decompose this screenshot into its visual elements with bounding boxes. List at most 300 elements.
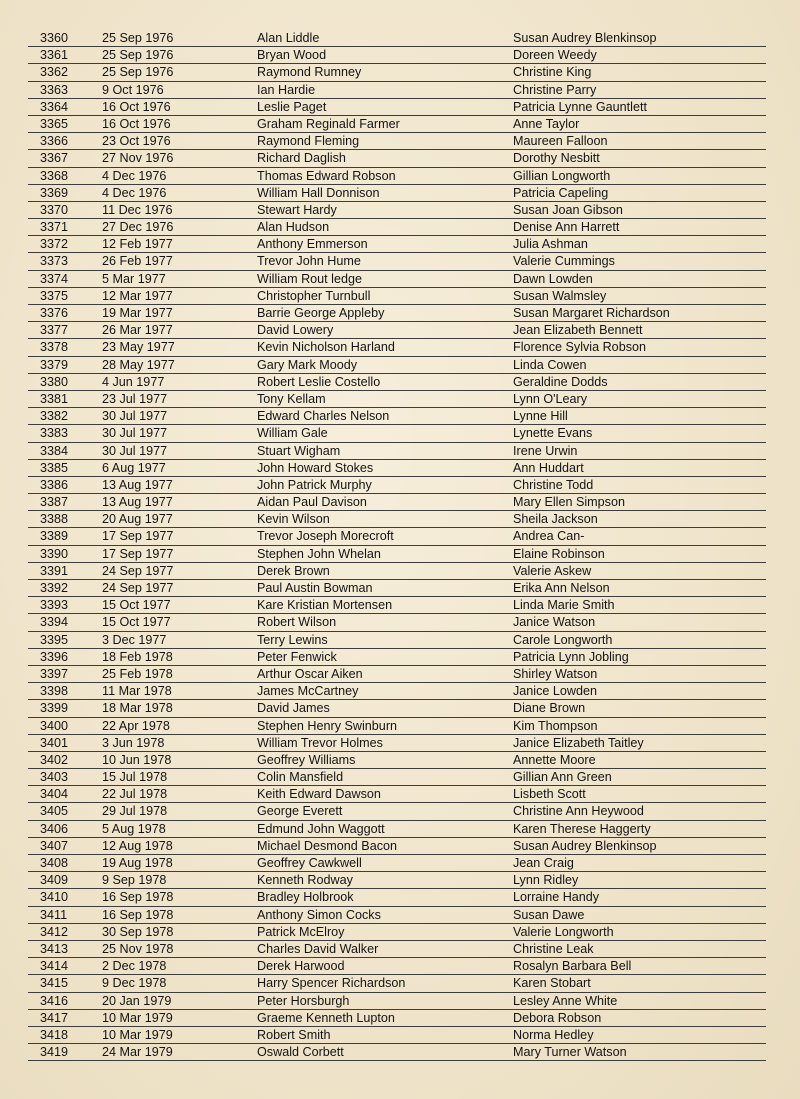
entry-number: 3377 <box>40 323 69 338</box>
entry-number: 3375 <box>40 288 69 303</box>
entry-number: 3404 <box>40 787 69 802</box>
groom-name: Robert Wilson <box>257 615 337 630</box>
bride-name: Gillian Longworth <box>513 168 611 183</box>
table-row <box>28 769 766 786</box>
table-row <box>28 752 766 769</box>
table-row <box>28 666 766 683</box>
groom-name: Arthur Oscar Aiken <box>257 666 363 681</box>
groom-name: Stephen John Whelan <box>257 546 381 561</box>
entry-number: 3364 <box>40 99 69 114</box>
table-row <box>28 443 766 460</box>
entry-number: 3389 <box>40 529 69 544</box>
entry-number: 3382 <box>40 409 69 424</box>
bride-name: Gillian Ann Green <box>513 770 612 785</box>
bride-name: Andrea Can- <box>513 529 585 544</box>
bride-name: Susan Walmsley <box>513 288 607 303</box>
marriage-date: 11 Dec 1976 <box>102 202 173 217</box>
table-row <box>28 116 766 133</box>
entry-number: 3410 <box>40 890 69 905</box>
bride-name: Julia Ashman <box>513 237 588 252</box>
table-row <box>28 683 766 700</box>
groom-name: Stewart Hardy <box>257 202 337 217</box>
table-row <box>28 82 766 99</box>
groom-name: John Patrick Murphy <box>257 477 372 492</box>
groom-name: Stuart Wigham <box>257 443 341 458</box>
entry-number: 3411 <box>40 907 68 922</box>
bride-name: Susan Dawe <box>513 907 585 922</box>
groom-name: Kenneth Rodway <box>257 873 353 888</box>
table-row <box>28 322 766 339</box>
groom-name: John Howard Stokes <box>257 460 374 475</box>
groom-name: Geoffrey Williams <box>257 752 356 767</box>
table-row <box>28 907 766 924</box>
table-row <box>28 614 766 631</box>
entry-number: 3365 <box>40 116 69 131</box>
groom-name: Edmund John Waggott <box>257 821 385 836</box>
groom-name: David Lowery <box>257 323 334 338</box>
entry-number: 3368 <box>40 168 69 183</box>
marriage-date: 30 Jul 1977 <box>102 426 168 441</box>
table-row <box>28 821 766 838</box>
groom-name: Richard Daglish <box>257 151 346 166</box>
table-row <box>28 202 766 219</box>
bride-name: Annette Moore <box>513 752 596 767</box>
entry-number: 3369 <box>40 185 69 200</box>
marriage-date: 18 Feb 1978 <box>102 649 173 664</box>
table-row <box>28 872 766 889</box>
entry-number: 3395 <box>40 632 69 647</box>
table-row <box>28 889 766 906</box>
marriage-date: 20 Jan 1979 <box>102 993 172 1008</box>
table-row <box>28 993 766 1010</box>
entry-number: 3398 <box>40 684 69 699</box>
groom-name: Kevin Wilson <box>257 512 330 527</box>
entry-number: 3416 <box>40 993 69 1008</box>
marriage-date: 27 Dec 1976 <box>102 220 174 235</box>
marriage-date: 25 Nov 1978 <box>102 941 174 956</box>
groom-name: Raymond Rumney <box>257 65 362 80</box>
bride-name: Karen Stobart <box>513 976 591 991</box>
entry-number: 3386 <box>40 477 69 492</box>
entry-number: 3413 <box>40 941 69 956</box>
bride-name: Susan Audrey Blenkinsop <box>513 838 657 853</box>
marriage-date: 5 Aug 1978 <box>102 821 166 836</box>
bride-name: Erika Ann Nelson <box>513 581 610 595</box>
bride-name: Christine Parry <box>513 82 597 97</box>
table-row <box>28 185 766 202</box>
marriage-date: 10 Jun 1978 <box>102 752 172 767</box>
marriage-register-table <box>28 30 766 1061</box>
marriage-date: 30 Sep 1978 <box>102 924 174 939</box>
marriage-date: 23 Jul 1977 <box>102 391 168 406</box>
marriage-date: 16 Sep 1978 <box>102 907 174 922</box>
bride-name: Dawn Lowden <box>513 271 593 286</box>
marriage-date: 19 Aug 1978 <box>102 856 173 870</box>
table-row <box>28 168 766 185</box>
bride-name: Diane Brown <box>513 701 586 716</box>
bride-name: Lynn O'Leary <box>513 391 588 406</box>
bride-name: Patricia Lynn Jobling <box>513 649 629 664</box>
bride-name: Janice Elizabeth Taitley <box>513 735 644 750</box>
table-row <box>28 271 766 288</box>
table-row <box>28 30 766 47</box>
marriage-date: 27 Nov 1976 <box>102 151 174 166</box>
groom-name: Gary Mark Moody <box>257 357 358 372</box>
bride-name: Christine King <box>513 65 592 80</box>
groom-name: Terry Lewins <box>257 632 328 647</box>
table-row <box>28 975 766 992</box>
marriage-date: 17 Sep 1977 <box>102 529 174 544</box>
marriage-date: 22 Apr 1978 <box>102 718 170 733</box>
table-row <box>28 563 766 580</box>
table-row <box>28 253 766 270</box>
table-row <box>28 219 766 236</box>
bride-name: Geraldine Dodds <box>513 374 608 389</box>
groom-name: Colin Mansfield <box>257 770 344 785</box>
entry-number: 3376 <box>40 306 69 320</box>
marriage-date: 25 Sep 1976 <box>102 31 174 45</box>
table-row <box>28 511 766 528</box>
bride-name: Elaine Robinson <box>513 546 605 561</box>
marriage-date: 25 Feb 1978 <box>102 666 173 681</box>
entry-number: 3381 <box>40 391 69 406</box>
entry-number: 3378 <box>40 340 69 355</box>
groom-name: William Gale <box>257 426 328 441</box>
groom-name: Anthony Simon Cocks <box>257 907 381 922</box>
groom-name: James McCartney <box>257 684 359 699</box>
bride-name: Florence Sylvia Robson <box>513 340 646 355</box>
groom-name: Raymond Fleming <box>257 134 360 149</box>
marriage-date: 26 Feb 1977 <box>102 254 173 269</box>
entry-number: 3387 <box>40 495 69 510</box>
marriage-date: 24 Sep 1977 <box>102 581 174 595</box>
table-row <box>28 700 766 717</box>
groom-name: Stephen Henry Swinburn <box>257 718 398 733</box>
table-row <box>28 958 766 975</box>
entry-number: 3362 <box>40 65 69 80</box>
entry-number: 3392 <box>40 581 69 595</box>
entry-number: 3415 <box>40 976 69 991</box>
bride-name: Mary Turner Watson <box>513 1045 627 1060</box>
groom-name: Patrick McElroy <box>257 924 345 939</box>
marriage-date: 23 Oct 1976 <box>102 134 171 149</box>
groom-name: Bryan Wood <box>257 48 327 63</box>
entry-number: 3408 <box>40 856 69 870</box>
groom-name: Thomas Edward Robson <box>257 168 396 183</box>
groom-name: Charles David Walker <box>257 941 379 956</box>
entry-number: 3405 <box>40 804 69 819</box>
groom-name: Aidan Paul Davison <box>257 495 367 510</box>
marriage-date: 10 Mar 1979 <box>102 1010 173 1025</box>
groom-name: William Rout ledge <box>257 271 362 286</box>
bride-name: Valerie Cummings <box>513 254 615 269</box>
entry-number: 3363 <box>40 82 69 97</box>
table-row <box>28 391 766 408</box>
groom-name: George Everett <box>257 804 343 819</box>
bride-name: Dorothy Nesbitt <box>513 151 600 166</box>
bride-name: Patricia Lynne Gauntlett <box>513 99 647 114</box>
groom-name: Alan Hudson <box>257 220 330 235</box>
entry-number: 3380 <box>40 374 69 389</box>
bride-name: Ann Huddart <box>513 460 584 475</box>
marriage-date: 29 Jul 1978 <box>102 804 168 819</box>
table-row <box>28 580 766 597</box>
marriage-date: 9 Dec 1978 <box>102 976 167 991</box>
bride-name: Irene Urwin <box>513 443 578 458</box>
bride-name: Christine Todd <box>513 477 594 492</box>
marriage-date: 20 Aug 1977 <box>102 512 173 527</box>
marriage-date: 30 Jul 1977 <box>102 409 168 424</box>
bride-name: Lynette Evans <box>513 426 593 441</box>
groom-name: Alan Liddle <box>257 31 320 45</box>
table-row <box>28 803 766 820</box>
entry-number: 3385 <box>40 460 69 475</box>
marriage-date: 16 Sep 1978 <box>102 890 174 905</box>
entry-number: 3372 <box>40 237 69 252</box>
marriage-date: 6 Aug 1977 <box>102 460 166 475</box>
entry-number: 3394 <box>40 615 69 630</box>
table-row <box>28 408 766 425</box>
groom-name: Kare Kristian Mortensen <box>257 598 393 613</box>
table-row <box>28 339 766 356</box>
groom-name: Edward Charles Nelson <box>257 409 390 424</box>
entry-number: 3419 <box>40 1045 69 1060</box>
groom-name: Barrie George Appleby <box>257 306 385 320</box>
bride-name: Patricia Capeling <box>513 185 609 200</box>
bride-name: Lisbeth Scott <box>513 787 586 802</box>
marriage-date: 13 Aug 1977 <box>102 477 173 492</box>
groom-name: Derek Brown <box>257 563 330 578</box>
bride-name: Norma Hedley <box>513 1027 594 1042</box>
groom-name: Anthony Emmerson <box>257 237 368 252</box>
marriage-date: 11 Mar 1978 <box>102 684 172 699</box>
marriage-date: 4 Dec 1976 <box>102 185 167 200</box>
marriage-date: 22 Jul 1978 <box>102 787 168 802</box>
entry-number: 3403 <box>40 770 69 785</box>
bride-name: Christine Leak <box>513 941 594 956</box>
bride-name: Debora Robson <box>513 1010 602 1025</box>
entry-number: 3402 <box>40 752 69 767</box>
groom-name: Robert Smith <box>257 1027 331 1042</box>
bride-name: Sheila Jackson <box>513 512 598 527</box>
bride-name: Valerie Longworth <box>513 924 614 939</box>
marriage-date: 12 Aug 1978 <box>102 838 173 853</box>
entry-number: 3406 <box>40 821 69 836</box>
bride-name: Linda Marie Smith <box>513 598 615 613</box>
bride-name: Susan Margaret Richardson <box>513 306 670 320</box>
groom-name: William Trevor Holmes <box>257 735 383 750</box>
table-row <box>28 597 766 614</box>
table-row <box>28 99 766 116</box>
marriage-date: 4 Dec 1976 <box>102 168 167 183</box>
table-row <box>28 632 766 649</box>
bride-name: Denise Ann Harrett <box>513 220 620 235</box>
table-row <box>28 133 766 150</box>
bride-name: Shirley Watson <box>513 666 598 681</box>
table-row <box>28 305 766 322</box>
groom-name: Leslie Paget <box>257 99 327 114</box>
bride-name: Lorraine Handy <box>513 890 600 905</box>
table-row <box>28 1010 766 1027</box>
marriage-date: 12 Feb 1977 <box>102 237 173 252</box>
table-row <box>28 64 766 81</box>
entry-number: 3396 <box>40 649 69 664</box>
groom-name: Oswald Corbett <box>257 1045 344 1060</box>
marriage-date: 15 Oct 1977 <box>102 615 171 630</box>
table-row <box>28 494 766 511</box>
table-row <box>28 786 766 803</box>
table-row <box>28 718 766 735</box>
bride-name: Anne Taylor <box>513 116 580 131</box>
table-row <box>28 941 766 958</box>
entry-number: 3361 <box>40 48 69 63</box>
bride-name: Rosalyn Barbara Bell <box>513 959 632 974</box>
bride-name: Jean Craig <box>513 856 574 870</box>
bride-name: Jean Elizabeth Bennett <box>513 323 643 338</box>
groom-name: Trevor Joseph Morecroft <box>257 529 394 544</box>
entry-number: 3391 <box>40 563 69 578</box>
table-row <box>28 546 766 563</box>
marriage-date: 16 Oct 1976 <box>102 99 171 114</box>
bride-name: Kim Thompson <box>513 718 598 733</box>
entry-number: 3374 <box>40 271 69 286</box>
entry-number: 3379 <box>40 357 69 372</box>
marriage-date: 23 May 1977 <box>102 340 175 355</box>
entry-number: 3400 <box>40 718 69 733</box>
table-row <box>28 1044 766 1061</box>
marriage-date: 26 Mar 1977 <box>102 323 173 338</box>
bride-name: Mary Ellen Simpson <box>513 495 625 510</box>
entry-number: 3384 <box>40 443 69 458</box>
table-row <box>28 838 766 855</box>
marriage-date: 9 Oct 1976 <box>102 82 164 97</box>
table-row <box>28 735 766 752</box>
marriage-date: 12 Mar 1977 <box>102 288 173 303</box>
groom-name: Peter Horsburgh <box>257 993 350 1008</box>
marriage-date: 10 Mar 1979 <box>102 1027 173 1042</box>
table-row <box>28 528 766 545</box>
entry-number: 3370 <box>40 202 69 217</box>
entry-number: 3393 <box>40 598 69 613</box>
entry-number: 3397 <box>40 666 69 681</box>
table-row <box>28 460 766 477</box>
entry-number: 3401 <box>40 735 69 750</box>
entry-number: 3417 <box>40 1010 69 1025</box>
entry-number: 3371 <box>40 220 69 235</box>
groom-name: Robert Leslie Costello <box>257 374 381 389</box>
bride-name: Doreen Weedy <box>513 48 597 63</box>
entry-number: 3373 <box>40 254 69 269</box>
entry-number: 3412 <box>40 924 69 939</box>
entry-number: 3414 <box>40 959 69 974</box>
marriage-date: 3 Dec 1977 <box>102 632 167 647</box>
bride-name: Linda Cowen <box>513 357 587 372</box>
groom-name: Kevin Nicholson Harland <box>257 340 395 355</box>
groom-name: Peter Fenwick <box>257 649 337 664</box>
marriage-date: 4 Jun 1977 <box>102 374 165 389</box>
table-row <box>28 1027 766 1044</box>
groom-name: Paul Austin Bowman <box>257 581 373 595</box>
table-row <box>28 477 766 494</box>
groom-name: Derek Harwood <box>257 959 345 974</box>
groom-name: Keith Edward Dawson <box>257 787 381 802</box>
bride-name: Lynne Hill <box>513 409 568 424</box>
marriage-date: 30 Jul 1977 <box>102 443 168 458</box>
marriage-date: 24 Mar 1979 <box>102 1045 173 1060</box>
bride-name: Valerie Askew <box>513 563 592 578</box>
groom-name: Christopher Turnbull <box>257 288 371 303</box>
groom-name: William Hall Donnison <box>257 185 380 200</box>
groom-name: Harry Spencer Richardson <box>257 976 406 991</box>
marriage-date: 15 Oct 1977 <box>102 598 171 613</box>
marriage-date: 28 May 1977 <box>102 357 175 372</box>
table-row <box>28 924 766 941</box>
marriage-date: 17 Sep 1977 <box>102 546 174 561</box>
entry-number: 3418 <box>40 1027 69 1042</box>
entry-number: 3366 <box>40 134 69 149</box>
table-row <box>28 855 766 872</box>
entry-number: 3388 <box>40 512 69 527</box>
bride-name: Susan Joan Gibson <box>513 202 623 217</box>
marriage-date: 5 Mar 1977 <box>102 271 166 286</box>
marriage-date: 9 Sep 1978 <box>102 873 167 888</box>
entry-number: 3390 <box>40 546 69 561</box>
bride-name: Carole Longworth <box>513 632 613 647</box>
table-row <box>28 236 766 253</box>
bride-name: Lesley Anne White <box>513 993 618 1008</box>
table-row <box>28 649 766 666</box>
groom-name: David James <box>257 701 330 716</box>
groom-name: Graeme Kenneth Lupton <box>257 1010 395 1025</box>
groom-name: Tony Kellam <box>257 391 326 406</box>
marriage-date: 3 Jun 1978 <box>102 735 165 750</box>
table-row <box>28 47 766 64</box>
groom-name: Graham Reginald Farmer <box>257 116 400 131</box>
table-row <box>28 425 766 442</box>
entry-number: 3367 <box>40 151 69 166</box>
table-row <box>28 374 766 391</box>
marriage-date: 25 Sep 1976 <box>102 65 174 80</box>
bride-name: Susan Audrey Blenkinsop <box>513 31 657 45</box>
entry-number: 3360 <box>40 31 69 45</box>
bride-name: Lynn Ridley <box>513 873 579 888</box>
bride-name: Maureen Falloon <box>513 134 608 149</box>
bride-name: Janice Watson <box>513 615 596 630</box>
groom-name: Geoffrey Cawkwell <box>257 856 362 870</box>
entry-number: 3399 <box>40 701 69 716</box>
bride-name: Christine Ann Heywood <box>513 804 644 819</box>
groom-name: Michael Desmond Bacon <box>257 838 398 853</box>
table-row <box>28 288 766 305</box>
groom-name: Trevor John Hume <box>257 254 361 269</box>
entry-number: 3407 <box>40 838 69 853</box>
groom-name: Ian Hardie <box>257 82 316 97</box>
marriage-date: 16 Oct 1976 <box>102 116 171 131</box>
table-row <box>28 357 766 374</box>
entry-number: 3383 <box>40 426 69 441</box>
entry-number: 3409 <box>40 873 69 888</box>
marriage-date: 24 Sep 1977 <box>102 563 174 578</box>
bride-name: Janice Lowden <box>513 684 598 699</box>
marriage-date: 2 Dec 1978 <box>102 959 167 974</box>
marriage-date: 25 Sep 1976 <box>102 48 174 63</box>
marriage-date: 19 Mar 1977 <box>102 306 173 320</box>
groom-name: Bradley Holbrook <box>257 890 354 905</box>
marriage-date: 13 Aug 1977 <box>102 495 173 510</box>
marriage-date: 18 Mar 1978 <box>102 701 173 716</box>
table-row <box>28 150 766 167</box>
marriage-date: 15 Jul 1978 <box>102 770 168 785</box>
